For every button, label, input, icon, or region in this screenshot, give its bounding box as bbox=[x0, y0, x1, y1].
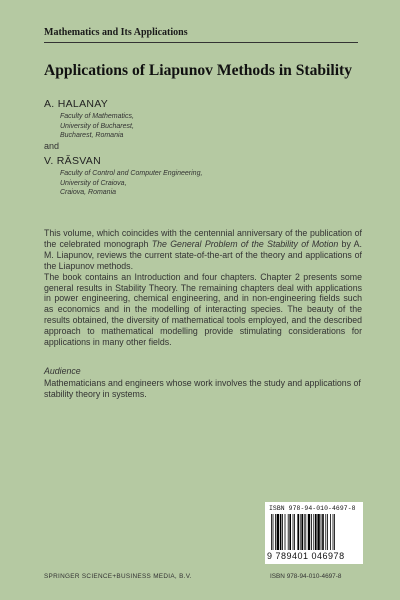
footer-isbn: ISBN 978-94-010-4697-8 bbox=[270, 573, 342, 580]
description-paragraph-2: The book contains an Introduction and four chapters. Chapter 2 presents some general results in Stability Theory. The remaining chapters deal with applications in power engineering, chemical engineering, and in non-engineering fields such as economics and in the modelling of interacting species. The beauty of the results obtained, the diversity of mathematical tools employed, and the described approach to mathematical modelling provide stimulating considerations for applications in many other fields. bbox=[44, 271, 362, 348]
series-title: Mathematics and Its Applications bbox=[44, 27, 188, 38]
barcode-bar bbox=[330, 514, 331, 550]
barcode-bar bbox=[277, 514, 279, 550]
barcode-isbn-label: ISBN 978-94-010-4697-8 bbox=[269, 505, 356, 512]
publisher-name: SPRINGER SCIENCE+BUSINESS MEDIA, B.V. bbox=[44, 573, 192, 580]
barcode-bar bbox=[334, 514, 335, 550]
top-rule bbox=[44, 42, 358, 43]
barcode-image bbox=[269, 514, 359, 550]
author-1 bbox=[44, 98, 108, 110]
author-2 bbox=[44, 155, 101, 167]
barcode-bar bbox=[304, 514, 305, 550]
audience-text: Mathematicians and engineers whose work involves the study and applications of stability theory in systems. bbox=[44, 378, 361, 399]
affiliation-line: Bucharest, Romania bbox=[60, 132, 124, 139]
description-text: This volume, which coincides with the centennial anniversary of the publication of the celebrated monograph bbox=[44, 228, 362, 249]
description-text: by A. M. Liapunov, reviews the current state-of-the-art of the theory and applications of the Liapunov methods. bbox=[44, 238, 362, 271]
barcode-bar bbox=[325, 514, 326, 550]
barcode-bar bbox=[285, 514, 286, 550]
book-title: Applications of Liapunov Methods in Stability bbox=[44, 62, 353, 79]
barcode-bar bbox=[321, 514, 322, 550]
barcode-digits: 9 789401 046978 bbox=[267, 551, 345, 561]
barcode-bar bbox=[280, 514, 282, 550]
barcode-bar bbox=[275, 514, 276, 550]
author-2-affiliation bbox=[60, 169, 202, 198]
barcode-bar bbox=[313, 514, 314, 550]
barcode-bar bbox=[297, 514, 299, 550]
barcode-bar bbox=[294, 514, 295, 550]
barcode-bar bbox=[293, 514, 294, 550]
description-paragraph-1 bbox=[44, 228, 362, 272]
barcode-bar bbox=[327, 514, 328, 550]
barcode-bar bbox=[282, 514, 283, 550]
author-1-name: A. HALANAY bbox=[44, 98, 109, 110]
monograph-title: The General Problem of the Stability of Motion bbox=[151, 238, 339, 249]
barcode-box bbox=[265, 502, 363, 564]
affiliation-line: Faculty of Mathematics, bbox=[60, 113, 134, 120]
affiliation-line: Faculty of Control and Computer Engineering, bbox=[60, 170, 203, 177]
barcode-bar bbox=[322, 514, 324, 550]
barcode-bar bbox=[311, 514, 312, 550]
barcode-bar bbox=[308, 514, 310, 550]
and-connector: and bbox=[44, 141, 60, 151]
barcode-bar bbox=[271, 514, 272, 550]
barcode-bar bbox=[300, 514, 301, 550]
book-description bbox=[44, 228, 362, 348]
barcode-bar bbox=[315, 514, 317, 550]
audience-heading: Audience bbox=[44, 366, 81, 376]
barcode-bar bbox=[273, 514, 274, 550]
affiliation-line: Craiova, Romania bbox=[60, 189, 117, 196]
affiliation-line: University of Bucharest, bbox=[60, 122, 134, 130]
barcode-bar bbox=[289, 514, 291, 550]
affiliation-line: University of Craiova, bbox=[60, 179, 127, 187]
author-2-name: V. RĂSVAN bbox=[44, 155, 101, 167]
barcode-bar bbox=[288, 514, 289, 550]
barcode-bar bbox=[301, 514, 303, 550]
barcode-bar bbox=[305, 514, 306, 550]
barcode-bar bbox=[333, 514, 334, 550]
author-1-affiliation bbox=[60, 112, 134, 141]
barcode-bar bbox=[317, 514, 319, 550]
